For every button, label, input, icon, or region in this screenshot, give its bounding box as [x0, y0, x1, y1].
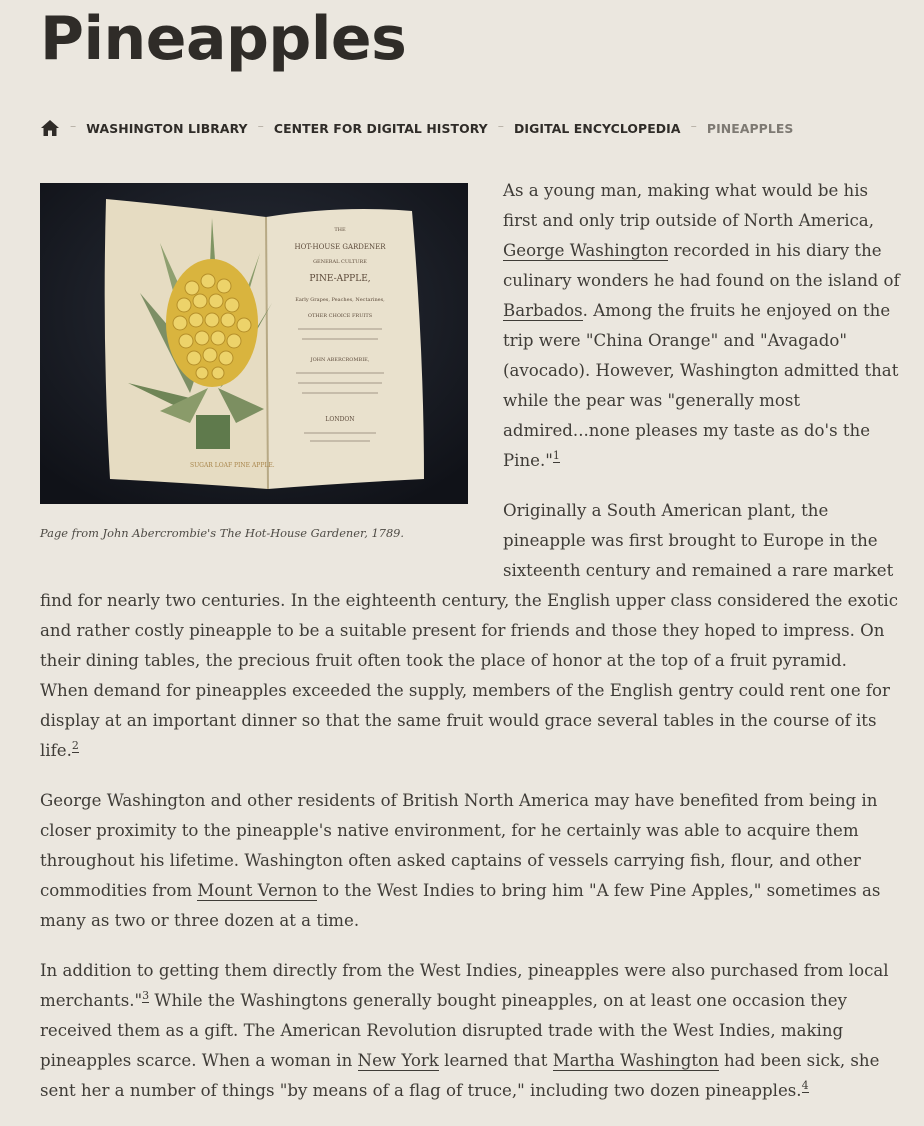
paragraph-4	[40, 956, 900, 1106]
paragraph-text: Originally a South American plant, the pineapple was first brought to Europe in the sixteenth century and remained a rare market find for nearly two centuries. In the eighteenth century, the English upper class considered the exotic and rather costly pineapple to be a suitable present for friends and those they hoped to impress. On their dining tables, the precious fruit often took the place of honor at the top of a fruit pyramid. When demand for pineapples exceeded the supply, members of the English gentry could rent one for display at an important dinner so that the same fruit would grace several tables in the course of its life.	[40, 501, 899, 760]
link-new-york[interactable]: New York	[357, 1051, 439, 1070]
paragraph-text: . Among the fruits he enjoyed on the trip were "China Orange" and "Avagado" (avocado). However, Washington admitted that while the pear was "generally most admired...none pleases my taste as do's the Pine."	[503, 301, 899, 470]
book-title-line: THE	[334, 227, 346, 233]
paragraph-text: In addition to getting them directly from the West Indies, pineapples were also purchased from local merchants."	[40, 961, 889, 1010]
plate-caption: SUGAR LOAF PINE APPLE.	[190, 462, 275, 469]
link-mount-vernon[interactable]: Mount Vernon	[197, 881, 318, 900]
book-title-line: GENERAL CULTURE	[313, 259, 367, 265]
paragraph-text: George Washington and other residents of British North America may have benefited from being in closer proximity to the pineapple's native environment, for he certainly was able to acquire them throughout his lifetime. Washington often asked captains of vessels carrying fish, flour, and other commodities from	[40, 791, 878, 900]
breadcrumb	[40, 116, 793, 140]
paragraph-3	[40, 786, 900, 936]
link-barbados[interactable]: Barbados	[503, 301, 583, 320]
breadcrumb-separator: –	[70, 117, 77, 133]
caption-book-title: The Hot-House Gardener	[219, 526, 365, 540]
breadcrumb-washington-library[interactable]: WASHINGTON LIBRARY	[86, 120, 248, 136]
breadcrumb-separator: –	[497, 117, 505, 133]
footnote-2[interactable]: 2	[71, 739, 79, 753]
paragraph-text: While the Washingtons generally bought pineapples, on at least one occasion they received them as a gift. The American Revolution disrupted trade with the West Indies, making pineapples scarce. When a woman in	[40, 991, 847, 1070]
breadcrumb-separator: –	[690, 117, 697, 133]
link-george-washington[interactable]: George Washington	[503, 241, 669, 260]
breadcrumb-digital-encyclopedia[interactable]: DIGITAL ENCYCLOPEDIA	[514, 120, 681, 136]
paragraph-text: to the West Indies to bring him "A few Pine Apples," sometimes as many as two or three dozen at a time.	[40, 881, 881, 930]
paragraph-text: As a young man, making what would be his first and only trip outside of North America,	[503, 181, 874, 230]
book-title-line: HOT-HOUSE GARDENER	[294, 243, 386, 251]
paragraph-text: had been sick, she sent her a number of things "by means of a flag of truce," including two dozen pineapples.	[40, 1051, 880, 1100]
paragraph-text: recorded in his diary the culinary wonders he had found on the island of	[503, 241, 900, 290]
book-title-line: JOHN ABERCROMBIE,	[310, 357, 370, 363]
footnote-1[interactable]: 1	[552, 449, 560, 463]
paragraph-text: learned that	[438, 1051, 553, 1070]
book-title-line: LONDON	[325, 416, 355, 423]
breadcrumb-separator: –	[257, 117, 264, 133]
footnote-4[interactable]: 4	[801, 1079, 809, 1093]
figure-spacer	[40, 176, 503, 578]
page-title: Pineapples	[40, 4, 407, 74]
book-title-line: OTHER CHOICE FRUITS	[307, 313, 373, 319]
link-martha-washington[interactable]: Martha Washington	[552, 1051, 719, 1070]
book-title-line: Early Grapes, Peaches, Nectarines,	[295, 297, 385, 303]
caption-suffix: , 1789.	[364, 526, 405, 540]
article-body	[40, 176, 900, 1126]
caption-prefix: Page from John Abercrombie's	[40, 526, 220, 540]
breadcrumb-center-for-digital-history[interactable]: CENTER FOR DIGITAL HISTORY	[273, 120, 488, 136]
footnote-3[interactable]: 3	[142, 989, 150, 1003]
book-title-line: PINE-APPLE,	[309, 274, 371, 284]
breadcrumb-current: PINEAPPLES	[706, 120, 794, 136]
home-icon[interactable]	[40, 118, 60, 138]
